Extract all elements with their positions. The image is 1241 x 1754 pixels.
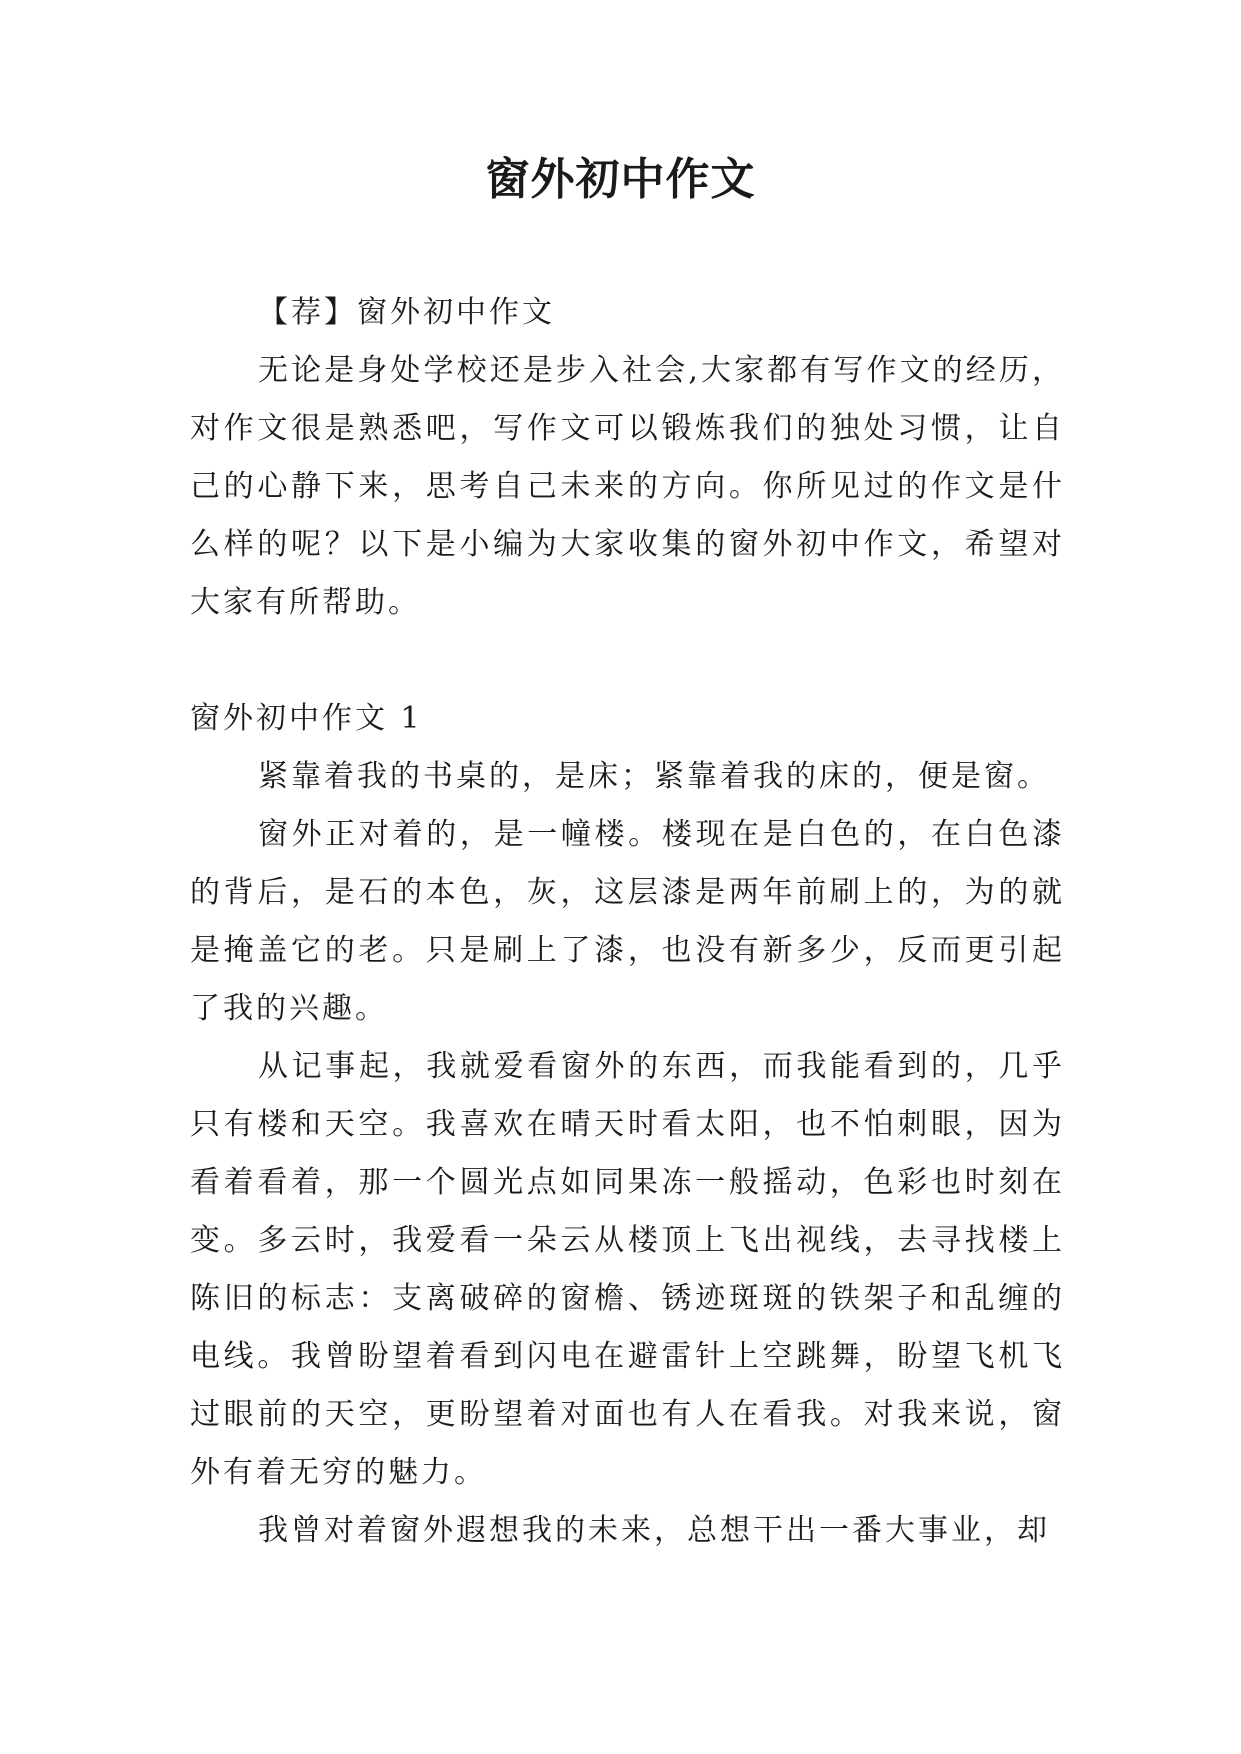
page-title: 窗外初中作文 <box>485 154 756 205</box>
intro-recommend-line: 【荐】窗外初中作文 <box>258 295 555 330</box>
section-paragraph-4: 我曾对着窗外遐想我的未来，总想干出一番大事业，却 <box>258 1513 1050 1548</box>
section-paragraph-3: 从记事起，我就爱看窗外的东西，而我能看到的，几乎只有楼和天空。我喜欢在晴天时看太阳，也不怕刺眼，因为看着看着，那一个圆光点如同果冻一般摇动，色彩也时刻在变。多云时，我爱看一朵云从楼顶上飞出视线，去寻找楼上陈旧的标志：支离破碎的窗檐、锈迹斑斑的铁架子和乱缠的电线。我曾盼望着看到闪电在避雷针上空跳舞，盼望飞机飞过眼前的天空，更盼望着对面也有人在看我。对我来说，窗外有着无穷的魅力。 <box>190 1049 1065 1490</box>
section-heading: 窗外初中作文 1 <box>190 701 423 736</box>
section-paragraph-2: 窗外正对着的，是一幢楼。楼现在是白色的，在白色漆的背后，是石的本色，灰，这层漆是两年前刷上的，为的就是掩盖它的老。只是刷上了漆，也没有新多少，反而更引起了我的兴趣。 <box>190 817 1065 1026</box>
paragraph-gap <box>190 632 1065 690</box>
section-paragraph-1: 紧靠着我的书桌的，是床；紧靠着我的床的，便是窗。 <box>258 759 1050 794</box>
intro-paragraph: 无论是身处学校还是步入社会,大家都有写作文的经历，对作文很是熟悉吧，写作文可以锻炼我们的独处习惯，让自己的心静下来，思考自己未来的方向。你所见过的作文是什么样的呢？以下是小编为大家收集的窗外初中作文，希望对大家有所帮助。 <box>190 353 1065 620</box>
document-body <box>190 284 1065 1560</box>
